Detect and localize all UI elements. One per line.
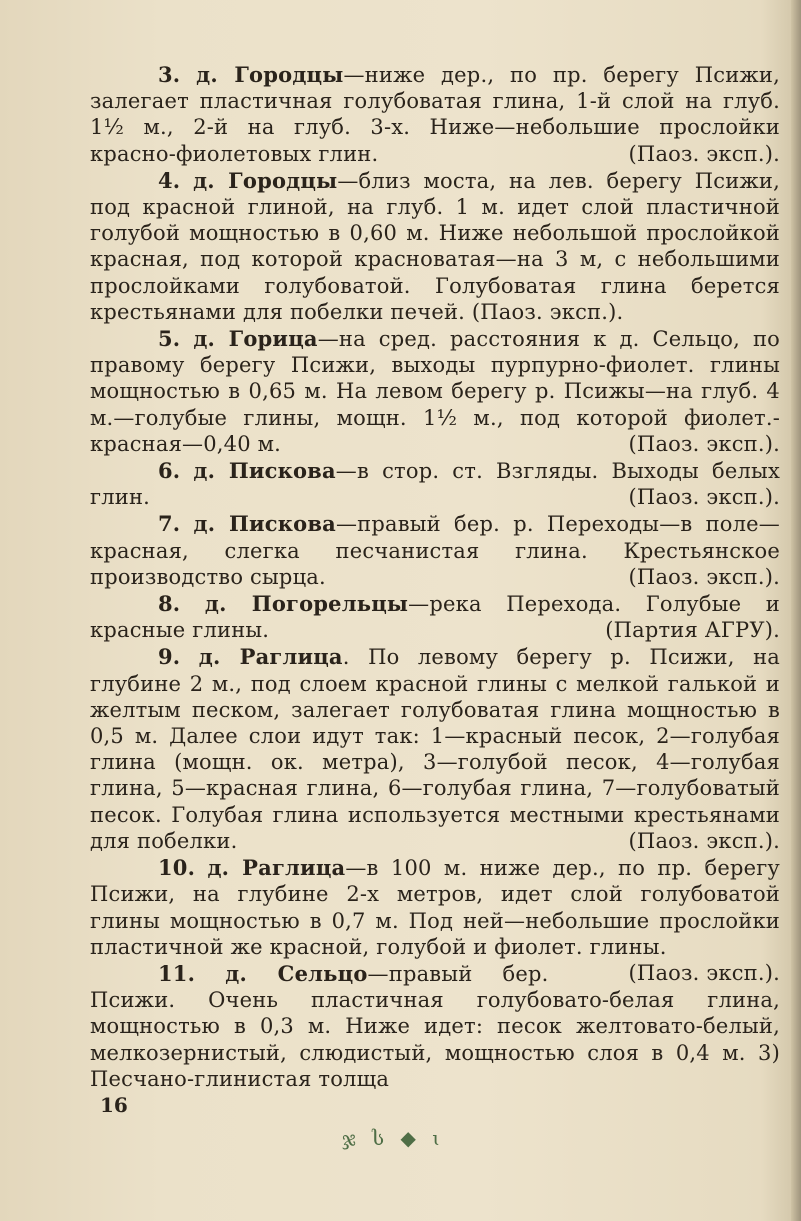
entry-source: (Паоз. эксп.). xyxy=(628,960,780,985)
entry xyxy=(90,168,780,325)
entry-number: 5. xyxy=(158,326,181,352)
entry-text: —ниже дер., по пр. берегу Псижи, залегает пластичная голубоватая глина, 1-й слой на глуб. 1½ м., 2-й на глуб. 3-х. Ниже—небольшие прослойки красно-фиолетовых глин. xyxy=(90,63,780,166)
entry-text: —правый бер. р. Переходы—в поле—красная, слегка песчанистая глина. Крестьянское производство сырца. xyxy=(90,512,781,589)
entry-place: д. Городцы xyxy=(196,62,344,87)
entry-text: —близ моста, на лев. берегу Псижи, под красной глиной, на глуб. 1 м. идет слой пластичной голубой мощностью в 0,60 м. Ниже небольшой прослойкой красная, под которой красноватая—на 3 м, с небольшими прослойками голубоватой. Голубоватая глина берется крестьянами для побелки печей. (Паоз. эксп.). xyxy=(90,168,780,324)
entry xyxy=(90,62,780,167)
entry-place: д. Погорельцы xyxy=(204,591,409,617)
entry-source: (Паоз. эксп.). xyxy=(628,141,780,166)
entry xyxy=(90,591,780,643)
entry-number: 10. xyxy=(158,855,196,881)
entry-source: (Паоз. эксп.). xyxy=(628,431,780,456)
entry-number: 4. xyxy=(158,167,181,193)
page-text xyxy=(90,62,780,1093)
entry-number: 8. xyxy=(158,591,181,617)
entry-text: —в 100 м. ниже дер., по пр. берегу Псижи, на глубине 2-х метров, идет слой голубоватой глины мощностью в 0,7 м. Под ней—небольшие прослойки пластичной же красной, голубой и фиолет. глины. xyxy=(90,856,780,959)
entry-number: 9. xyxy=(158,644,181,670)
entry-number: 3. xyxy=(158,62,181,87)
entry-place: д. Пискова xyxy=(193,458,336,484)
entry xyxy=(90,511,780,590)
entry-place: д. Пискова xyxy=(193,511,336,537)
entry-text: —на сред. расстояния к д. Сельцо, по правому берегу Псижи, выходы пурпурно-фиолет. глины мощностью в 0,65 м. На левом берегу р. Псижы—на глуб. 4 м.—голубые глины, мощн. 1½ м., под которой фиолет.-красная—0,40 м. xyxy=(90,327,780,456)
entry-source: (Паоз. эксп.). xyxy=(628,828,780,853)
entry-source: (Паоз. эксп.). xyxy=(628,564,780,589)
entry xyxy=(90,458,780,510)
entry-place: д. Городцы xyxy=(193,167,338,193)
entry xyxy=(90,644,780,854)
entry-place: д. Раглица xyxy=(198,644,343,670)
entry-number: 11. xyxy=(158,960,196,986)
entry-source: (Паоз. эксп.). xyxy=(628,485,780,510)
entry-number: 7. xyxy=(158,511,181,537)
entry-place: д. Сельцо xyxy=(225,960,368,986)
entry-number: 6. xyxy=(158,458,181,484)
entry-text: . По левому берегу р. Псижи, на глубине 2 м., под слоем красной глины с мелкой галькой и желтым песком, залегает голубоватая глина мощностью в 0,5 м. Далее слои идут так: 1—красный песок, 2—голубая глина (мощн. ок. метра), 3—голубой песок, 4—голубая глина, 5—красная глина, 6—голубая глина, 7—голубоватый песок. Голубая глина используется местными крестьянами для побелки. xyxy=(90,645,780,853)
entry-place: д. Горица xyxy=(193,326,318,352)
entry-text: —река Перехода. Голубые и красные глины. xyxy=(90,592,780,643)
entry-text: —в стор. ст. Взгляды. Выходы белых глин. xyxy=(90,459,781,510)
page-edge xyxy=(791,0,801,1221)
entry xyxy=(90,326,780,457)
entry-source: (Партия АГРУ). xyxy=(605,618,780,643)
page-number: 16 xyxy=(100,1093,128,1117)
entry-text: —правый бер. Псижи. Очень пластичная голубовато-белая глина, мощностью в 0,3 м. Ниже идет: песок желтовато-белый, мелкозернистый, слюдистый, мощностью слоя в 0,4 м. 3) Песчано-глинистая толща xyxy=(90,961,780,1091)
stamp-mark: ჯ ს ◆ ɩ xyxy=(342,1126,446,1150)
entry-place: д. Раглица xyxy=(207,855,346,881)
